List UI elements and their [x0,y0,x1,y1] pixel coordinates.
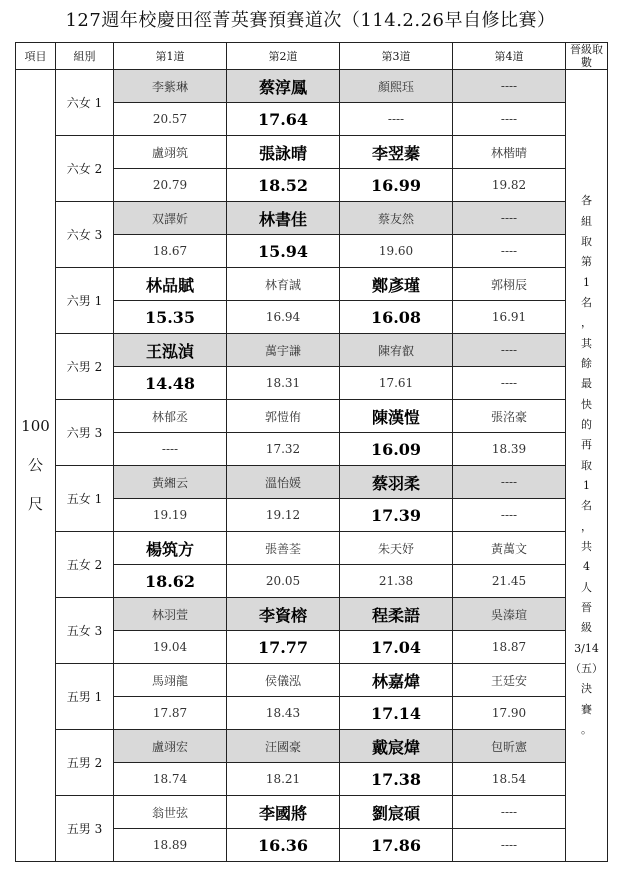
athlete-name: 翁世弦 [114,796,227,829]
athlete-time: ---- [453,829,566,862]
athlete-name: 蔡友然 [340,202,453,235]
athlete-time: 17.87 [114,697,227,730]
athlete-name: 王泓湞 [114,334,227,367]
group-name-row [16,796,608,829]
note-char: 晉 [581,601,592,615]
note-char: 4 [583,560,590,574]
athlete-time: 16.08 [340,301,453,334]
athlete-name: 陳宥叡 [340,334,453,367]
note-char: 各 [581,194,592,208]
athlete-name: 林羽萱 [114,598,227,631]
athlete-time: 18.89 [114,829,227,862]
athlete-name: 程柔語 [340,598,453,631]
athlete-time: 17.04 [340,631,453,664]
note-char: 的 [581,418,592,432]
event-char: 100 [21,417,50,436]
athlete-name: 郭栩辰 [453,268,566,301]
group-name-row [16,334,608,367]
athlete-name: 張洺豪 [453,400,566,433]
promotion-note [566,70,608,862]
group-label: 五男 3 [56,796,114,862]
note-char: 3/14 [574,641,599,655]
athlete-name: 楊筑方 [114,532,227,565]
athlete-time: 15.35 [114,301,227,334]
athlete-time: ---- [453,499,566,532]
event-char: 公 [27,456,43,475]
group-label: 六男 2 [56,334,114,400]
group-label: 五女 2 [56,532,114,598]
group-name-row [16,400,608,433]
group-name-row [16,598,608,631]
note-char: ， [581,316,592,330]
header-lane-2: 第2道 [227,43,340,70]
athlete-name: 黃萬文 [453,532,566,565]
group-label: 五男 1 [56,664,114,730]
athlete-time: 20.79 [114,169,227,202]
athlete-time: 17.14 [340,697,453,730]
group-label: 五女 3 [56,598,114,664]
athlete-time: 17.77 [227,631,340,664]
athlete-name: 溫怡媛 [227,466,340,499]
athlete-time: 17.32 [227,433,340,466]
athlete-name: 林品賦 [114,268,227,301]
athlete-name: 林嘉煒 [340,664,453,697]
group-name-row [16,268,608,301]
athlete-name: 双譯妡 [114,202,227,235]
group-label: 六女 3 [56,202,114,268]
note-char: 1 [583,479,590,493]
athlete-name: 萬宇謙 [227,334,340,367]
header-row [16,43,608,70]
athlete-time: 18.52 [227,169,340,202]
lane-table [15,42,608,862]
athlete-name: 蔡淳鳳 [227,70,340,103]
athlete-time: 17.86 [340,829,453,862]
header-promote [566,43,608,70]
note-char: 組 [581,214,592,228]
athlete-time: 16.91 [453,301,566,334]
athlete-name: 劉宸碩 [340,796,453,829]
group-label: 五男 2 [56,730,114,796]
athlete-time: 21.38 [340,565,453,598]
athlete-name: 李翌蓁 [340,136,453,169]
athlete-time: 18.31 [227,367,340,400]
group-label: 五女 1 [56,466,114,532]
athlete-time: ---- [453,103,566,136]
group-label: 六男 1 [56,268,114,334]
athlete-time: 18.43 [227,697,340,730]
note-char: 人 [581,580,592,594]
athlete-name: 陳漢愷 [340,400,453,433]
athlete-time: ---- [453,367,566,400]
athlete-time: 18.39 [453,433,566,466]
group-name-row [16,136,608,169]
athlete-time: 17.90 [453,697,566,730]
athlete-name: 蔡羽柔 [340,466,453,499]
note-char: ， [581,519,592,533]
note-char: 級 [581,621,592,635]
note-char: 取 [581,234,592,248]
athlete-time: 16.36 [227,829,340,862]
athlete-time: 19.12 [227,499,340,532]
athlete-time: ---- [453,235,566,268]
athlete-name: 張詠晴 [227,136,340,169]
note-char: 第 [581,255,592,269]
note-char: 再 [581,438,592,452]
athlete-name: ---- [453,466,566,499]
athlete-time: 18.87 [453,631,566,664]
athlete-name: 王廷安 [453,664,566,697]
athlete-name: 顏熙珏 [340,70,453,103]
athlete-name: 李國將 [227,796,340,829]
athlete-time: 18.21 [227,763,340,796]
athlete-time: 16.94 [227,301,340,334]
note-char: 最 [581,377,592,391]
athlete-time: 14.48 [114,367,227,400]
header-lane-1: 第1道 [114,43,227,70]
note-char: （五） [570,662,603,676]
group-name-row [16,730,608,763]
athlete-name: 馬翊龍 [114,664,227,697]
athlete-name: ---- [453,202,566,235]
note-char: 賽 [581,702,592,716]
athlete-name: 盧翊宏 [114,730,227,763]
athlete-name: 盧翊筑 [114,136,227,169]
event-char: 尺 [27,495,43,514]
group-label: 六女 1 [56,70,114,136]
note-char: 名 [581,295,592,309]
athlete-name: 李資榕 [227,598,340,631]
athlete-time: 19.19 [114,499,227,532]
athlete-time: 19.60 [340,235,453,268]
athlete-time: 18.54 [453,763,566,796]
athlete-time: 19.82 [453,169,566,202]
group-label: 六男 3 [56,400,114,466]
note-char: 取 [581,458,592,472]
group-name-row [16,70,608,103]
athlete-name: 黃緗云 [114,466,227,499]
note-char: 快 [581,397,592,411]
header-promote-text: 晉級取數 [570,43,603,70]
group-name-row [16,664,608,697]
athlete-time: 18.74 [114,763,227,796]
athlete-name: ---- [453,334,566,367]
athlete-time: 16.99 [340,169,453,202]
athlete-time: 17.61 [340,367,453,400]
note-char: 共 [581,540,592,554]
athlete-name: 林育誠 [227,268,340,301]
athlete-time: 17.39 [340,499,453,532]
header-group: 組別 [56,43,114,70]
athlete-time: 16.09 [340,433,453,466]
athlete-name: 鄭彥瑾 [340,268,453,301]
athlete-time: 20.05 [227,565,340,598]
athlete-time: 18.67 [114,235,227,268]
athlete-name: 汪國豪 [227,730,340,763]
note-char: 決 [581,682,592,696]
athlete-time: 19.04 [114,631,227,664]
note-char: 。 [581,723,592,737]
athlete-time: 17.64 [227,103,340,136]
note-char: 名 [581,499,592,513]
athlete-time: ---- [114,433,227,466]
athlete-time: ---- [340,103,453,136]
group-name-row [16,202,608,235]
group-label: 六女 2 [56,136,114,202]
athlete-name: 李紫琳 [114,70,227,103]
athlete-name: 張善荃 [227,532,340,565]
group-name-row [16,466,608,499]
athlete-time: 20.57 [114,103,227,136]
athlete-time: 21.45 [453,565,566,598]
header-lane-4: 第4道 [453,43,566,70]
athlete-name: 戴宸煒 [340,730,453,763]
note-char: 1 [583,275,590,289]
athlete-name: 侯儀泓 [227,664,340,697]
athlete-name: 朱天妤 [340,532,453,565]
athlete-time: 17.38 [340,763,453,796]
athlete-name: ---- [453,796,566,829]
header-lane-3: 第3道 [340,43,453,70]
athlete-name: 包昕憲 [453,730,566,763]
athlete-time: 15.94 [227,235,340,268]
athlete-time: 18.62 [114,565,227,598]
header-item: 項目 [16,43,56,70]
note-char: 其 [581,336,592,350]
athlete-name: 吳溱瑄 [453,598,566,631]
athlete-name: ---- [453,70,566,103]
athlete-name: 郭愷侑 [227,400,340,433]
athlete-name: 林書佳 [227,202,340,235]
page-title: 127週年校慶田徑菁英賽預賽道次（114.2.26早自修比賽） [65,10,556,31]
group-name-row [16,532,608,565]
athlete-name: 林郁丞 [114,400,227,433]
note-char: 餘 [581,356,592,370]
event-cell [16,70,56,862]
athlete-name: 林楷晴 [453,136,566,169]
